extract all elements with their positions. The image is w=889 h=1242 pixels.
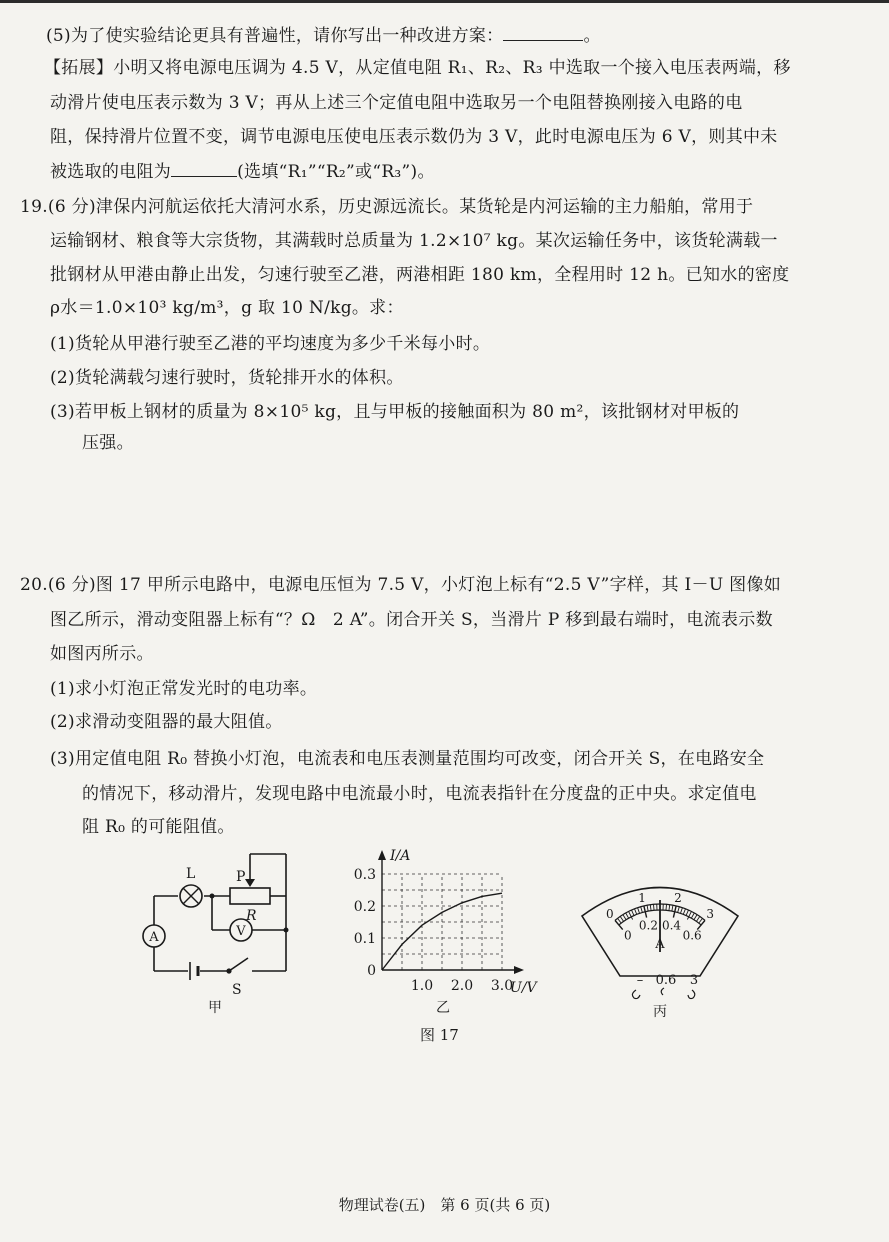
battery-icon [190, 962, 198, 980]
x-tick-label: 1.0 [410, 978, 434, 994]
top-border [0, 0, 889, 3]
lamp-label: L [186, 866, 196, 882]
iu-graph [340, 846, 540, 1016]
q18-line-4: 阻，保持滑片位置不变，调节电源电压使电压表示数仍为 3 V，此时电源电压为 6 V，则其中未 [50, 127, 778, 147]
meter-unit-label: A [655, 937, 665, 952]
lamp-icon [180, 885, 202, 907]
q19-sub-3-cont: 压强。 [82, 433, 134, 453]
q20-stem-1: 20.(6 分)图 17 甲所示电路中，电源电压恒为 7.5 V，小灯泡上标有“2.5 V”字样，其 I－U 图像如 [20, 575, 782, 595]
figure-caption: 图 17 [420, 1026, 459, 1044]
junction-dot [210, 894, 215, 899]
q18-line-1 [46, 22, 601, 47]
q20-stem-3: 如图丙所示。 [50, 644, 154, 664]
y-tick-label: 0 [367, 963, 376, 979]
meter-terminals [632, 973, 698, 999]
slider-arrow-icon [245, 879, 255, 887]
y-axis-label: I/A [390, 848, 411, 864]
inner-scale-label: 0.2 [638, 918, 659, 933]
terminal-3: 3 [689, 973, 699, 988]
terminal-knob-icon [661, 988, 664, 995]
q20-sub-1: (1)求小灯泡正常发光时的电功率。 [50, 679, 318, 699]
y-tick-label: 0.1 [353, 931, 376, 947]
y-tick-label: 0.3 [353, 867, 376, 883]
inner-scale-label: 0.4 [661, 918, 682, 933]
terminal-negative: – [636, 973, 644, 988]
q18-period: 。 [583, 26, 601, 46]
outer-scale-label: 1 [638, 891, 646, 906]
x-tick-label: 3.0 [490, 978, 514, 994]
rheostat-label: R [246, 908, 257, 924]
answer-blank [171, 158, 237, 177]
y-tick-label: 0.2 [353, 899, 376, 915]
outer-scale-label: 3 [706, 907, 714, 922]
q19-sub-2: (2)货轮满载匀速行驶时，货轮排开水的体积。 [50, 368, 404, 388]
q19-stem-4: ρ水＝1.0×10³ kg/m³，g 取 10 N/kg。求： [50, 298, 404, 318]
q20-sub-3-cont-2: 阻 R₀ 的可能阻值。 [82, 817, 235, 837]
figure-yi-label: 乙 [436, 1000, 450, 1016]
q18-part5-text: (5)为了使实验结论更具有普遍性，请你写出一种改进方案： [46, 26, 504, 46]
ammeter-dial [570, 864, 750, 1024]
switch-icon [227, 958, 248, 973]
q18-line-5-choices: (选填“R₁”“R₂”或“R₃”)。 [237, 162, 435, 182]
y-axis-arrow-icon [378, 850, 386, 860]
switch-label: S [232, 982, 242, 998]
q20-sub-3: (3)用定值电阻 R₀ 替换小灯泡，电流表和电压表测量范围均可改变，闭合开关 S，在电路安全 [50, 749, 765, 769]
q18-line-5 [50, 158, 435, 183]
voltmeter-label: V [236, 924, 246, 939]
q19-stem-1: 19.(6 分)津保内河航运依托大清河水系，历史源远流长。某货轮是内河运输的主力船舶，常用于 [20, 197, 754, 217]
slider-label: P [236, 869, 246, 885]
inner-scale-label: 0.6 [682, 928, 702, 943]
q18-line-2: 【拓展】小明又将电源电压调为 4.5 V，从定值电阻 R₁、R₂、R₃ 中选取一个接入电压表两端，移 [44, 58, 791, 78]
inner-scale-label: 0 [624, 928, 632, 943]
q19-stem-2: 运输钢材、粮食等大宗货物，其满载时总质量为 1.2×10⁷ kg。某次运输任务中，该货轮满载一 [50, 231, 778, 251]
q19-sub-1: (1)货轮从甲港行驶至乙港的平均速度为多少千米每小时。 [50, 334, 491, 354]
terminal-knob-icon [632, 990, 640, 999]
ammeter-icon [143, 925, 165, 947]
q18-line-3: 动滑片使电压表示数为 3 V；再从上述三个定值电阻中选取另一个电阻替换刚接入电路的电 [50, 93, 743, 113]
scale-tick [653, 904, 654, 910]
q20-sub-2: (2)求滑动变阻器的最大阻值。 [50, 712, 283, 732]
terminal-knob-icon [688, 990, 695, 999]
junction-dot [284, 928, 289, 933]
circuit-diagram [128, 846, 308, 1016]
figure-bing-label: 丙 [653, 1004, 667, 1020]
outer-scale-label: 0 [606, 907, 614, 922]
terminal-0-6: 0.6 [655, 973, 677, 988]
x-axis-arrow-icon [514, 966, 524, 974]
figure-jia-label: 甲 [208, 1000, 222, 1016]
page-footer: 物理试卷(五) 第 6 页(共 6 页) [338, 1196, 551, 1214]
q20-sub-3-cont-1: 的情况下，移动滑片，发现电路中电流最小时，电流表指针在分度盘的正中央。求定值电 [82, 784, 757, 804]
scale-tick [666, 904, 667, 910]
ammeter-label: A [149, 930, 159, 945]
q19-sub-3: (3)若甲板上钢材的质量为 8×10⁵ kg，且与甲板的接触面积为 80 m²，该批钢材对甲板的 [50, 402, 740, 422]
outer-scale-label: 2 [674, 891, 682, 906]
x-tick-label: 2.0 [450, 978, 474, 994]
answer-blank [503, 22, 583, 41]
q19-stem-3: 批钢材从甲港由静止出发，匀速行驶至乙港，两港相距 180 km，全程用时 12 h。已知水的密度 [50, 265, 790, 285]
q20-stem-2: 图乙所示，滑动变阻器上标有“？Ω 2 A”。闭合开关 S，当滑片 P 移到最右端时，电流表示数 [50, 610, 773, 630]
x-axis-label: U/V [510, 980, 537, 996]
q18-line-5-text: 被选取的电阻为 [50, 162, 172, 182]
